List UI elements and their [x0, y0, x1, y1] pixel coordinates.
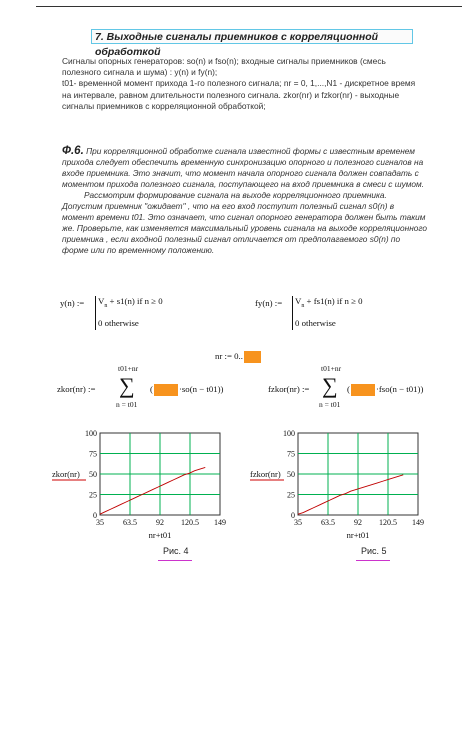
fzkor-sum-lower: n = t01: [319, 400, 341, 409]
f6-label: Ф.6.: [62, 145, 84, 157]
fzkor-sum-symbol: ∑: [322, 373, 338, 398]
nr-range-label: nr := 0..: [215, 351, 243, 362]
figure-4-caption: Рис. 4: [163, 546, 189, 556]
f6-text-1: При корреляционной обработке сигнала известной формы с известным временем прихода следует обеспечить временную синхронизацию опорного и полезного сигналов на входе приемника. Это значит, что момент начала опорного сигнала должен совпадать с моментом прихода полезного сигнала, поступающего на вход приемника в смеси с шумом.: [62, 146, 425, 189]
fzkor-body: [347, 384, 423, 396]
intro-paragraph-2: t01- временной момент прихода 1-го полезного сигнала; nr = 0, 1,...,N1 - дискретное время на интервале, равном длительности полезного сигнала. zkor(nr) и fzkor(nr) - выходные сигналы приемников с корреляционной обработкой;: [62, 78, 416, 111]
section-f6: [62, 146, 427, 256]
y-tick-label: 100: [283, 429, 295, 438]
x-tick-label: 149: [214, 518, 226, 527]
x-tick-label: 35: [294, 518, 302, 527]
fy-line-1-rest: + fs1(n) if n ≥ 0: [304, 296, 363, 306]
y-tick-label: 0: [93, 511, 97, 520]
x-tick-label: 120.5: [379, 518, 397, 527]
y-axis-label: fzkor(nr): [250, 469, 281, 479]
fy-brace: [292, 296, 293, 330]
fzkor-input-field[interactable]: [351, 384, 375, 396]
y-tick-label: 25: [287, 490, 295, 500]
fzkor-chart: [248, 425, 438, 550]
zkor-definition-label: zkor(nr) :=: [57, 384, 96, 394]
x-tick-label: 92: [156, 518, 164, 527]
fzkor-body-text: ·fso(n − t01)): [375, 384, 424, 395]
fy-line-1: [295, 296, 363, 309]
x-tick-label: 63.5: [123, 518, 137, 527]
fy-line-2: 0 otherwise: [295, 318, 336, 328]
x-tick-label: 63.5: [321, 518, 335, 527]
zkor-body-open: (: [150, 384, 153, 395]
y-line-1: [98, 296, 163, 309]
y-line-1-rest: + s1(n) if n ≥ 0: [107, 296, 163, 306]
y-brace: [95, 296, 96, 330]
y-tick-label: 50: [89, 470, 97, 479]
fzkor-definition-label: fzkor(nr) :=: [268, 384, 310, 394]
y-tick-label: 100: [85, 429, 97, 438]
fzkor-sum-upper: t01+nr: [321, 364, 342, 373]
zkor-sum-upper: t01+nr: [118, 364, 139, 373]
zkor-sum-symbol: ∑: [119, 373, 135, 398]
y-tick-label: 0: [291, 511, 295, 520]
y-line-1-sub: n: [104, 302, 108, 309]
figure-5-underline: [356, 560, 390, 561]
zkor-chart: [50, 425, 240, 550]
x-tick-label: 149: [412, 518, 424, 527]
x-axis-label: nr+t01: [346, 530, 370, 540]
fy-line-1-sub: n: [301, 302, 305, 309]
x-tick-label: 35: [96, 518, 104, 527]
y-tick-label: 50: [287, 470, 295, 479]
fy-definition-label: fy(n) :=: [255, 298, 283, 308]
figure-4-underline: [158, 560, 192, 561]
figure-5-caption: Рис. 5: [361, 546, 387, 556]
zkor-body: [150, 384, 223, 396]
y-tick-label: 75: [89, 449, 97, 459]
x-axis-label: nr+t01: [148, 530, 172, 540]
x-tick-label: 92: [354, 518, 362, 527]
y-tick-label: 25: [89, 490, 97, 500]
fy-line-1-v: V: [295, 296, 302, 306]
y-tick-label: 75: [287, 449, 295, 459]
y-line-1-v: V: [98, 296, 105, 306]
x-tick-label: 120.5: [181, 518, 199, 527]
y-axis-label: zkor(nr): [52, 469, 80, 479]
f6-paragraph-2: Рассмотрим формирование сигнала на выходе корреляционного приемника. Допустим приемник "ожидает" , что на его вход поступит полезный сигнал s0(n) в момент времени t01. Это означает, что сигнал опорного генератора должен быть таким же. Проверьте, как изменяется максимальный уровень сигнала на выходе корреляционного приемника , если входной полезный сигнал отличается от предполагаемого s0(n) по форме или по временному положению.: [62, 190, 427, 255]
y-definition-label: y(n) :=: [60, 298, 85, 308]
y-line-2: 0 otherwise: [98, 318, 139, 328]
zkor-input-field[interactable]: [154, 384, 178, 396]
zkor-body-text: ·so(n − t01)): [178, 384, 224, 395]
nr-range: [215, 351, 261, 363]
section-title: 7. Выходные сигналы приемников с корреляционной обработкой: [91, 29, 413, 44]
nr-upper-field[interactable]: [244, 351, 261, 363]
top-rule: [36, 6, 462, 7]
intro-paragraph-1: Сигналы опорных генераторов: so(n) и fso(n); входные сигналы приемников (смесь полезного сигнала и шума) : y(n) и fy(n);: [62, 56, 386, 78]
fzkor-body-open: (: [347, 384, 350, 395]
f6-paragraph-1: [62, 146, 427, 190]
zkor-sum-lower: n = t01: [116, 400, 138, 409]
intro-text: [62, 56, 422, 112]
